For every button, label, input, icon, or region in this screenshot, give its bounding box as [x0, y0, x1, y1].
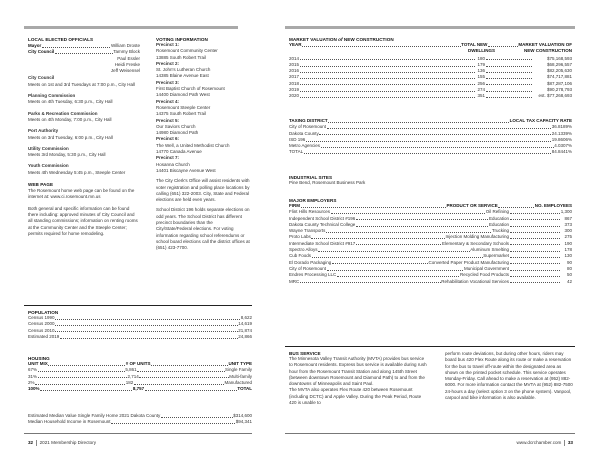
employer-row: MRC Rehabilitation Vocational Services 42: [289, 278, 572, 284]
employer-row: Spectro Alloys Aluminum Smelting 178: [289, 247, 572, 253]
population-row: Estimated 2019 24,866: [28, 333, 252, 339]
precinct-item: Precinct 6: The Well, a United Methodist Church 14770 Canada Avenue: [156, 136, 230, 155]
employer-row: Flint Hills Resources Oil Refining 1,300: [289, 209, 572, 215]
top-gray-bar: [24, 26, 238, 29]
construction-row: 2018 256 $87,287,106: [289, 80, 572, 86]
employer-row: Dakota County Technical College Education 373: [289, 221, 572, 227]
population-section: POPULATION Census 1990 8,622 Census 2000 14,619 Census 2010 21,874 Estimated 2019 24,866: [28, 310, 252, 339]
tax-row: City of Rosemount 36.8189%: [289, 124, 572, 130]
employers-section: MAJOR EMPLOYERS FIRM PRODUCT OR SERVICE NO. EMPLOYEES Flint Hills Resources Oil Refining 1,300 Independent School District #196 Education 867 Dakota County Technical College Education 373 Wayne Transports Trucking 300 Proto Labs Injection Molding Manufacturing 275 Intermediate School District #917 Elementary & Secondary Schools 190 Spectro Alloys Aluminum Smelting 178 Cub Foods Supermarket 130 El Dorado Packaging Converted Paper Product Manufacturing 90 City of Rosemount Municipal Government 80 Endres Processing LLC Recycled Food Products 50 MRC Rehabilitation Vocational Services 42: [289, 198, 572, 284]
footer-separator: [564, 440, 565, 446]
council-member: Jeff Weisensel: [110, 68, 140, 74]
tax-row: Dakota County 24.1339%: [289, 130, 572, 136]
website-url: www.dcrchamber.com: [516, 440, 562, 446]
employer-row: Independent School District #196 Education 867: [289, 215, 572, 221]
precinct-item: Precinct 5: Our Saviors Church 14980 Diamond Path: [156, 117, 199, 136]
housing-row: 31% 2,714 Multi-family: [28, 373, 253, 379]
precinct-item: Precinct 7: Hosanna Church 14401 Biscayne Avenue West: [156, 155, 216, 173]
employer-row: Intermediate School District #917 Elementary & Secondary Schools 190: [289, 240, 572, 246]
voting-paragraph-1: The City Clerk's Office will assist residents with voter registration and polling place locations by calling (651) 322-2003. City, State and Federal elections are held even years.: [156, 178, 250, 203]
construction-row: 2016 136 $82,205,630: [289, 68, 572, 74]
council-member: Paul Essler: [117, 55, 140, 61]
construction-heading: MARKET VALUATION of NEW CONSTRUCTION: [289, 37, 394, 42]
footer-divider: [24, 433, 252, 434]
precinct-item: Precinct 3: First Baptist Church of Rosemount 14400 Diamond Path West: [156, 79, 225, 98]
precinct-item: Precinct 1: Rosemount Community Center 13885 South Robert Trail: [156, 42, 218, 60]
housing-row: 2% 182 Manufactured: [28, 379, 252, 385]
construction-row: 2019 274 $90,278,793: [289, 87, 572, 93]
right-footer: [516, 440, 573, 446]
voting-column: [156, 37, 250, 252]
employers-rows: [289, 209, 572, 285]
tax-header-row: TAXING DISTRICT LOCAL TAX CAPACITY RATE: [289, 118, 572, 123]
meeting-item: Utility Commission Meets 3rd Monday, 5:30 p.m., City Hall: [28, 145, 106, 158]
tax-rows: [289, 124, 572, 155]
bus-column-1: BUS SERVICE The Minnesota Valley Transit Authority (MVTA) provides bus service to Rosemount residents. Express bus service is available during rush hour from the Rosemount Transit Station and along 145th Street (between downtown Rosemount and Diamond Path) to and from the downtowns of Minneapolis and Saint Paul. The MVTA also operates Flex Route 420 between Rosemount (including DCTC) and Apple Valley. During the Peak Period, Route 420 is unable to: [289, 351, 427, 406]
construction-row: 2017 155 $74,717,881: [289, 74, 572, 80]
precinct-item: Precinct 4: Rosemount Steeple Center 14375 South Robert Trail: [156, 98, 211, 117]
bus-column-2: perform route deviations, but during other hours, riders may board bus 420 Flex Route along its route or make a reservation for the bus to travel off-route within the designated area as shown on the printed pocket schedule. This service operates Monday-Friday. Call ahead to make a reservation at (952) 882-6000. For more information contact the MVTA at (952) 882-7500 24-hours a day (select option 3 on the phone system). Vanpool, carpool and bike information is also available.: [445, 351, 573, 401]
construction-header-row-2: DWELLINGS NEW CONSTRUCTION: [468, 48, 572, 54]
employer-row: Endres Processing LLC Recycled Food Products 50: [289, 272, 572, 278]
value-row: Median Household Income in Rosemount $94,341: [28, 419, 252, 425]
left-footer: [28, 440, 96, 446]
meeting-item: City Council Meets on 1st and 3rd Tuesdays at 7:00 p.m., City Hall: [28, 75, 136, 87]
meeting-item: Planning Commission Meets on 4th Tuesday, 6:30 p.m., City Hall: [28, 93, 113, 105]
meeting-item: Port Authority Meets on 3rd Tuesday, 6:00 p.m., City Hall: [28, 128, 113, 140]
median-values: [28, 413, 252, 426]
council-row: City Council Tammy Block: [28, 49, 140, 55]
page-number: 33: [567, 440, 573, 446]
tax-section: [289, 118, 572, 156]
mayor-row: Mayor William Droste: [28, 43, 140, 48]
employers-header-row: FIRM PRODUCT OR SERVICE NO. EMPLOYEES: [289, 203, 572, 208]
construction-header-row: YEAR TOTAL NEW MARKET VALUATION OF: [289, 42, 572, 47]
section-divider: [24, 305, 252, 306]
footer-separator: [36, 440, 37, 446]
tax-row: Metro Agencies 4.0307%: [289, 143, 572, 149]
officials-heading: LOCAL ELECTED OFFICIALS: [28, 37, 94, 42]
construction-rows: [289, 56, 572, 100]
voting-heading: VOTING INFORMATION: [156, 37, 208, 42]
officials-column: [28, 37, 140, 237]
employer-row: Cub Foods Supermarket 130: [289, 253, 572, 259]
employer-row: City of Rosemount Municipal Government 80: [289, 265, 572, 271]
employer-row: Proto Labs Injection Molding Manufacturing 275: [289, 234, 572, 240]
meeting-item: Parks & Recreation Commission Meets on 4th Monday, 7:00 p.m., City Hall: [28, 110, 112, 122]
housing-header-row: UNIT MIX # OF UNITS UNIT TYPE: [28, 361, 252, 366]
construction-section: [289, 37, 572, 100]
housing-total-row: 100% 8,757 TOTAL: [28, 386, 252, 392]
tax-row: TOTAL 84.8441%: [289, 149, 572, 155]
construction-row: 2015 179 $68,296,557: [289, 61, 572, 67]
tax-row: ISD 196 19.8606%: [289, 136, 572, 142]
population-row: Census 2010 21,874: [28, 327, 252, 333]
employer-row: El Dorado Packaging Converted Paper Product Manufacturing 90: [289, 259, 572, 265]
section-divider: [285, 346, 575, 347]
employer-row: Wayne Transports Trucking 300: [289, 228, 572, 234]
council-member: Heidi Freske: [114, 61, 140, 67]
population-row: Census 2000 14,619: [28, 321, 252, 327]
construction-row: 2020 351 est. $77,268,693: [289, 93, 572, 99]
industrial-section: INDUSTRIAL SITES Pine Bend, Rosemount Business Park: [289, 175, 366, 185]
meeting-item: Youth Commission Meets 4th Wednesday 5:45 p.m., Steeple Center: [28, 163, 126, 175]
top-gray-bar: [285, 26, 575, 29]
footer-divider: [285, 433, 575, 434]
housing-row: 67% 5,861 Single Family: [28, 367, 253, 373]
housing-section: HOUSING UNIT MIX # OF UNITS UNIT TYPE 67% 5,861 Single Family 31% 2,714 Multi-family 2% 182 Manufactured 100% 8,757 TOTAL: [28, 356, 253, 392]
construction-row: 2014 180 $75,168,593: [289, 55, 572, 61]
precinct-item: Precinct 2: St. John's Lutheran Church 14385 Blaine Avenue East: [156, 60, 211, 79]
page-number: 32: [28, 440, 34, 446]
bus-heading: BUS SERVICE: [289, 351, 321, 356]
publication-title: 2021 Membership Directory: [39, 440, 97, 446]
web-page-section: WEB PAGE The Rosemount home web page can be found on the internet at: www.ci.rosemount.mn.us Both general and specific information can be found there including: approved minutes of City Council and all standing commissions; information on renting rooms at the Community Center and the Steeple Center; permits required for home remodeling.: [28, 182, 138, 236]
population-row: Census 1990 8,622: [28, 315, 252, 320]
value-row: Estimated Median Value Single Family Home 2021 Dakota County $314,600: [28, 413, 252, 418]
voting-paragraph-2: School District 196 holds separate elections on odd years. The School District has different precinct boundaries than the City/State/Federal elections. For voting information regarding school referendums or school board elections call the district offices at (651) 423-7700.: [156, 207, 250, 251]
